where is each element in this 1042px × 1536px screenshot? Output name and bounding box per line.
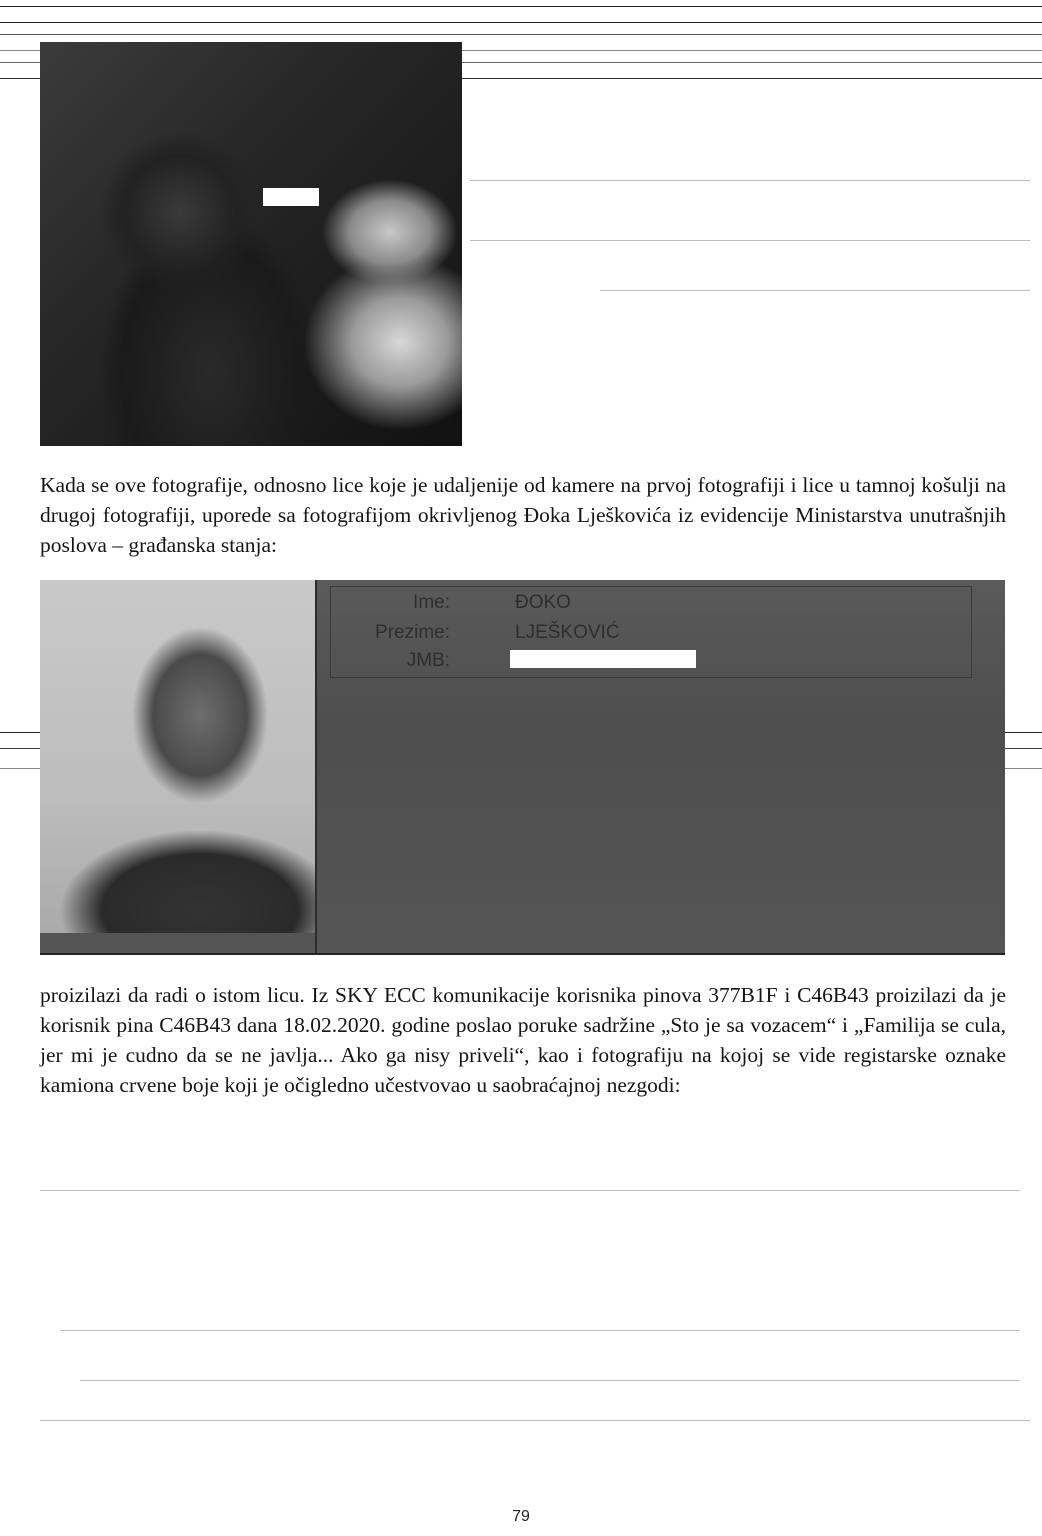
id-divider	[315, 580, 317, 953]
paragraph-sky-ecc: proizilazi da radi o istom licu. Iz SKY ECC komunikacije korisnika pinova 377B1F i C46B43 proizilazi da je korisnik pina C46B43 dana 18.02.2020. godine poslao poruke sadržine „Sto je sa vozacem“ i „Familija se cula, jer mi je cudno da se ne javlja... Ako ga nisy priveli“, kao i fotografiju na kojoj se vide registarske oznake kamiona crvene boje koji je očigledno učestvovao u saobraćajnoj nezgodi:	[40, 983, 1006, 1097]
scan-line	[0, 6, 1042, 7]
scan-noise	[40, 1190, 1020, 1191]
scan-noise	[40, 1420, 1030, 1421]
first-name-value: ĐOKO	[515, 592, 571, 613]
id-photo	[40, 580, 315, 933]
scan-noise	[470, 180, 1030, 181]
scan-noise	[60, 1330, 1020, 1331]
first-name-label: Ime:	[413, 592, 450, 613]
last-name-value: LJEŠKOVIĆ	[515, 622, 620, 643]
redaction-bar	[263, 188, 319, 206]
scan-line	[0, 22, 1042, 23]
scan-noise	[470, 240, 1030, 241]
page-number: 79	[512, 1508, 530, 1525]
id-record-screenshot	[40, 580, 1005, 955]
scan-noise	[600, 290, 1030, 291]
scan-line	[0, 34, 1042, 35]
scan-noise	[80, 1380, 1020, 1381]
surveillance-photo	[40, 42, 462, 446]
jmb-redaction-bar	[510, 650, 696, 668]
jmb-label: JMB:	[406, 650, 450, 671]
paragraph-comparison: Kada se ove fotografije, odnosno lice koje je udaljenije od kamere na prvoj fotografiji i lice u tamnoj košulji na drugoj fotografiji, uporede sa fotografijom okrivljenog Đoka Lješkovića iz evidencije Ministarstva unutrašnjih poslova – građanska stanja:	[40, 473, 1006, 557]
last-name-label: Prezime:	[375, 622, 450, 643]
